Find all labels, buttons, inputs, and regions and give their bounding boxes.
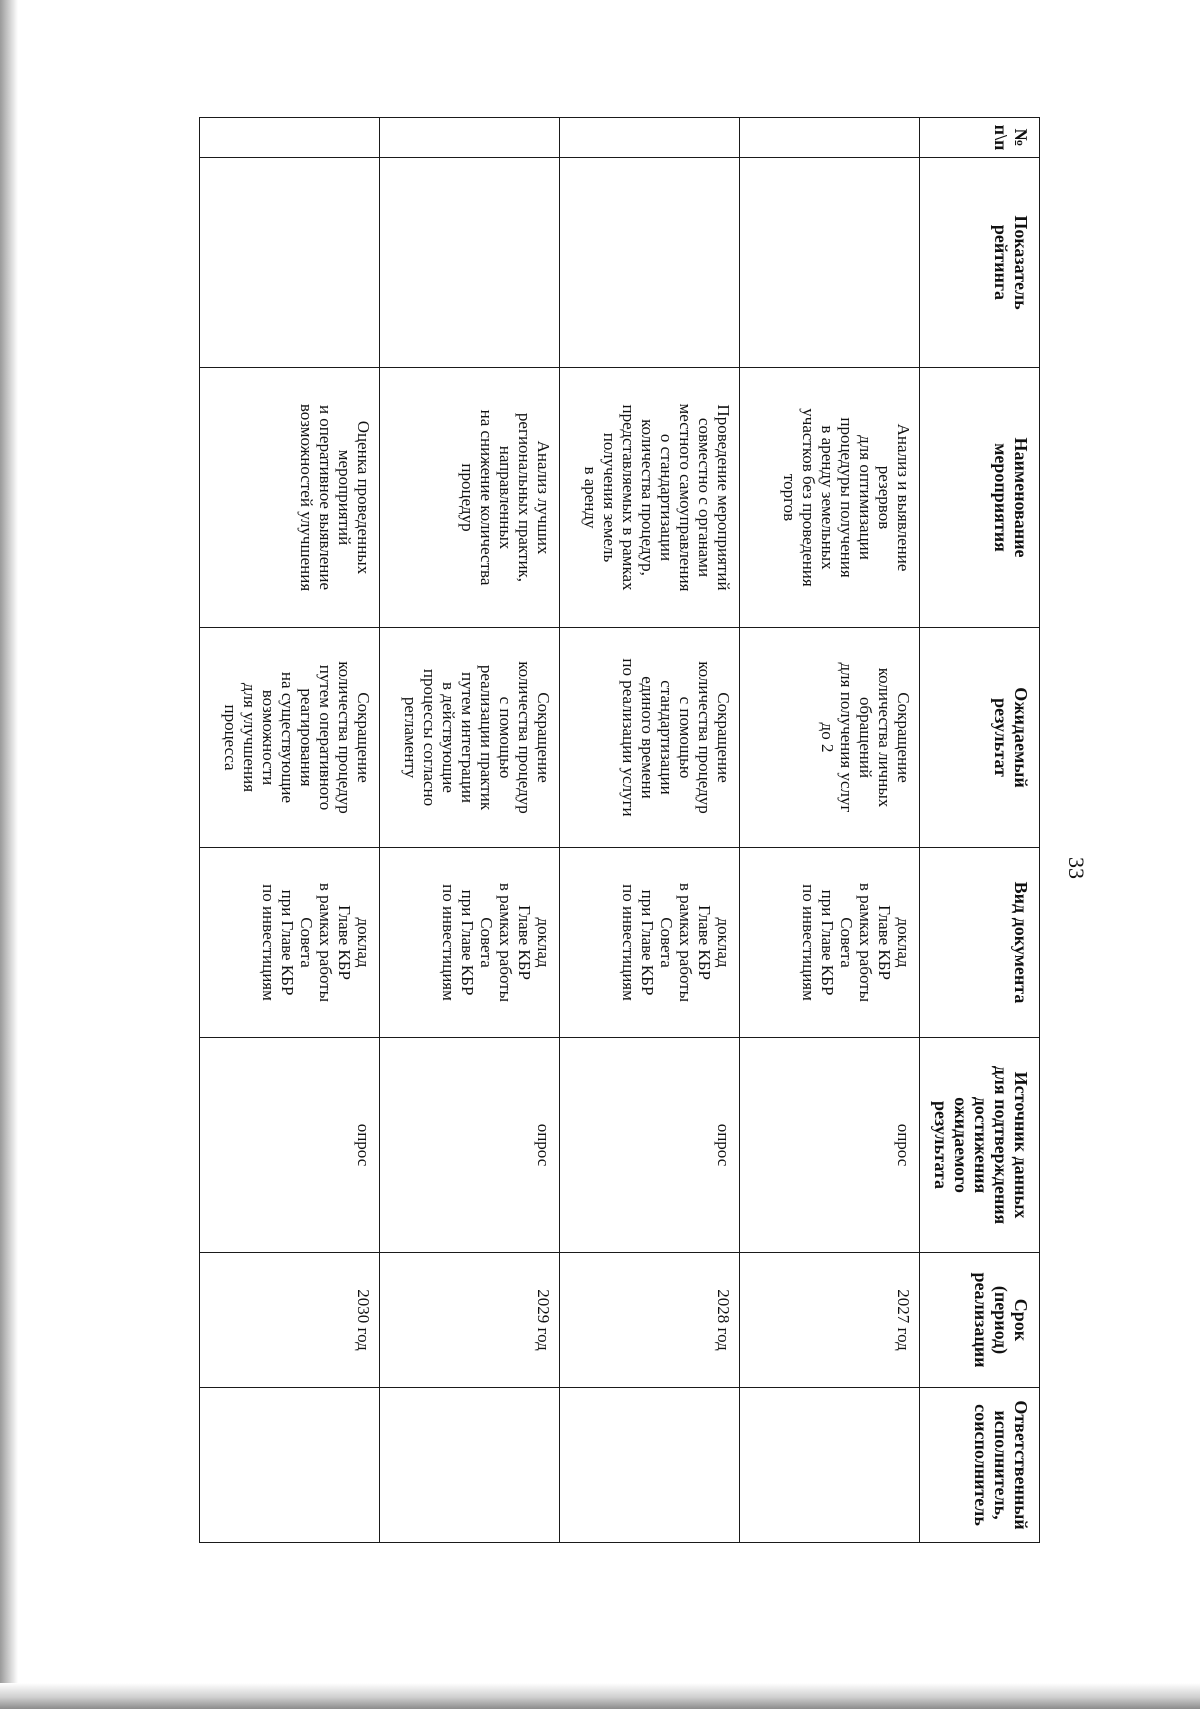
- table-row: [560, 118, 740, 1543]
- cell-number: [560, 118, 740, 158]
- header-activity: Наименование мероприятия: [920, 368, 1040, 628]
- rotated-table-container: [200, 117, 1040, 1542]
- cell-responsible: [740, 1388, 920, 1543]
- cell-activity: Анализ и выявление резервов для оптимизации процедуры получения в аренду земельных участков без проведения торгов: [740, 368, 920, 628]
- cell-result: Сокращение количества процедур с помощью реализации практик путем интеграции в действующие процессы согласно регламенту: [380, 628, 560, 848]
- header-term: Срок (период) реализации: [920, 1253, 1040, 1388]
- cell-source: опрос: [560, 1038, 740, 1253]
- cell-activity: Оценка проведенных мероприятий и оперативное выявление возможностей улучшения: [200, 368, 380, 628]
- header-source: Источник данных для подтверждения достижения ожидаемого результата: [920, 1038, 1040, 1253]
- cell-activity: Проведение мероприятий совместно с органами местного самоуправления о стандартизации количества процедур, представляемых в рамках получения земель в аренду: [560, 368, 740, 628]
- scan-edge-bottom: [0, 1683, 1200, 1709]
- cell-document: доклад Главе КБР в рамках работы Совета при Главе КБР по инвестициям: [740, 848, 920, 1038]
- cell-result: Сокращение количества процедур путем оперативного реагирования на существующие возможности для улучшения процесса: [200, 628, 380, 848]
- cell-document: доклад Главе КБР в рамках работы Совета при Главе КБР по инвестициям: [380, 848, 560, 1038]
- table-row: [740, 118, 920, 1543]
- header-responsible: Ответственный исполнитель, соисполнитель: [920, 1388, 1040, 1543]
- cell-indicator: [200, 158, 380, 368]
- header-number: № п\п: [920, 118, 1040, 158]
- cell-indicator: [560, 158, 740, 368]
- cell-source: опрос: [200, 1038, 380, 1253]
- cell-document: доклад Главе КБР в рамках работы Совета при Главе КБР по инвестициям: [560, 848, 740, 1038]
- page-number: 33: [1064, 857, 1089, 879]
- table-header-row: [920, 118, 1040, 1543]
- cell-term: 2029 год: [380, 1253, 560, 1388]
- cell-result: Сокращение количества личных обращений для получения услуг до 2: [740, 628, 920, 848]
- measures-table: [199, 117, 1040, 1543]
- header-indicator: Показатель рейтинга: [920, 158, 1040, 368]
- cell-indicator: [380, 158, 560, 368]
- header-result: Ожидаемый результат: [920, 628, 1040, 848]
- header-document: Вид документа: [920, 848, 1040, 1038]
- cell-term: 2028 год: [560, 1253, 740, 1388]
- cell-number: [740, 118, 920, 158]
- cell-result: Сокращение количества процедур с помощью стандартизации единого времени по реализации услуги: [560, 628, 740, 848]
- cell-term: 2030 год: [200, 1253, 380, 1388]
- cell-source: опрос: [740, 1038, 920, 1253]
- cell-number: [380, 118, 560, 158]
- scan-edge-left: [0, 0, 18, 1709]
- cell-document: доклад Главе КБР в рамках работы Совета при Главе КБР по инвестициям: [200, 848, 380, 1038]
- table-row: [200, 118, 380, 1543]
- cell-responsible: [200, 1388, 380, 1543]
- table-row: [380, 118, 560, 1543]
- cell-indicator: [740, 158, 920, 368]
- cell-responsible: [560, 1388, 740, 1543]
- cell-number: [200, 118, 380, 158]
- cell-term: 2027 год: [740, 1253, 920, 1388]
- cell-responsible: [380, 1388, 560, 1543]
- cell-source: опрос: [380, 1038, 560, 1253]
- cell-activity: Анализ лучших региональных практик, направленных на снижение количества процедур: [380, 368, 560, 628]
